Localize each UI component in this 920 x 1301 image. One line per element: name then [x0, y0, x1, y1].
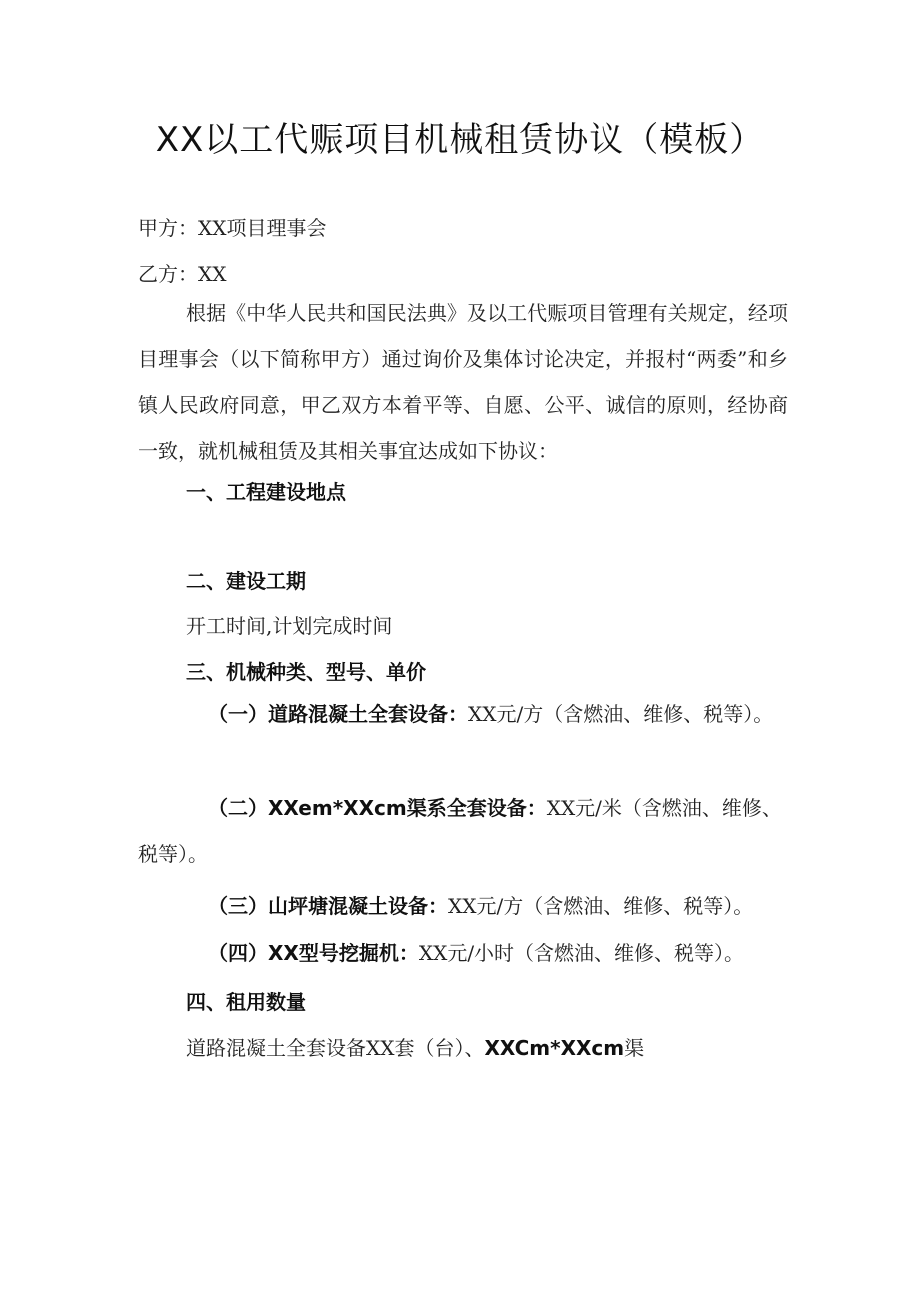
section-3-item-4 — [208, 937, 744, 966]
intro-paragraph: 根据《中华人民共和国民法典》及以工代赈项目管理有关规定，经项目理事会（以下简称甲方）通过询价及集体讨论决定，并报村“两委”和乡镇人民政府同意，甲乙双方本着平等、自愿、公平、诚信的原则，经协商一致，就机械租赁及其相关事宜达成如下协议： — [138, 301, 788, 463]
party-b-line: 乙方：XX — [138, 262, 227, 286]
document-title: XX以工代赈项目机械租赁协议（模板） — [155, 120, 765, 160]
section-3-heading: 三、机械种类、型号、单价 — [186, 660, 426, 684]
section-4-text-prefix: 道路混凝土全套设备XX套（台）、 — [186, 1036, 485, 1060]
section-3-item-3 — [208, 890, 753, 919]
item-text: XX元/小时（含燃油、维修、税等）。 — [418, 941, 745, 965]
item-label: （二）XXem*XXcm渠系全套设备： — [208, 796, 547, 820]
item-text: XX元/方（含燃油、维修、税等）。 — [468, 702, 774, 726]
section-3-item-1 — [138, 691, 793, 737]
section-2-heading: 二、建设工期 — [186, 569, 306, 593]
section-4-text — [186, 1032, 644, 1061]
item-text: XX元/方（含燃油、维修、税等）。 — [448, 894, 754, 918]
party-a-line: 甲方：XX项目理事会 — [138, 216, 327, 240]
section-4-text-suffix: 渠 — [624, 1036, 645, 1060]
item-text: XX元/米（含燃油、维修、税等）。 — [138, 796, 782, 866]
section-4-heading: 四、租用数量 — [186, 990, 306, 1014]
item-label: （三）山坪塘混凝土设备： — [208, 894, 448, 918]
section-2-text: 开工时间,计划完成时间 — [186, 614, 393, 638]
section-3-item-2 — [138, 785, 793, 877]
section-4-text-spec: XXCm*XXcm — [484, 1036, 625, 1060]
item-label: （一）道路混凝土全套设备： — [208, 702, 468, 726]
item-label: （四）XX型号挖掘机： — [208, 941, 419, 965]
section-1-heading: 一、工程建设地点 — [186, 480, 346, 504]
